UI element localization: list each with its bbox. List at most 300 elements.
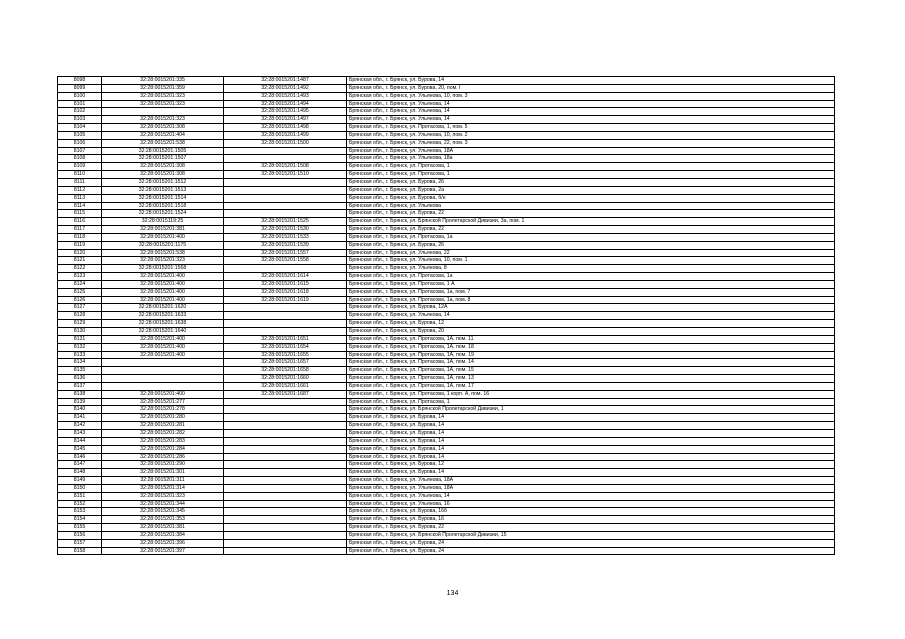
row-number-cell: 8149 [58,477,102,485]
table-row [58,304,835,312]
address-cell: Брянская обл., г. Брянск, ул. Бурова, б/н [347,194,835,202]
address-cell: Брянская обл., г. Брянск, ул. Протасова, 1А, пом. 17 [347,382,835,390]
row-number-cell: 8122 [58,265,102,273]
table-row [58,249,835,257]
parcel-cadastral-number-cell: 32:28:0015201:400 [102,343,224,351]
address-cell: Брянская обл., г. Брянск, ул. Ульянова, 22 [347,249,835,257]
object-cadastral-number-cell [224,155,347,163]
address-cell: Брянская обл., г. Брянск, ул. Протасова, 1 [347,163,835,171]
table-row [58,445,835,453]
parcel-cadastral-number-cell: 32:28:0015201:282 [102,429,224,437]
object-cadastral-number-cell [224,547,347,555]
row-number-cell: 8134 [58,359,102,367]
row-number-cell: 8146 [58,453,102,461]
row-number-cell: 8124 [58,280,102,288]
table-row [58,178,835,186]
table-row [58,492,835,500]
object-cadastral-number-cell: 32:28:0015201:1655 [224,351,347,359]
parcel-cadastral-number-cell: 32:28:0015201:400 [102,296,224,304]
parcel-cadastral-number-cell: 32:28:0015201:1633 [102,312,224,320]
address-cell: Брянская обл., г. Брянск, ул. Бурова, 22 [347,210,835,218]
object-cadastral-number-cell [224,531,347,539]
row-number-cell: 8100 [58,92,102,100]
table-row [58,469,835,477]
table-row [58,171,835,179]
address-cell: Брянская обл., г. Брянск, ул. Протасова, 1, пом. 5 [347,124,835,132]
table-row [58,273,835,281]
address-cell: Брянская обл., г. Брянск, ул. Ульянова, 18А [347,147,835,155]
address-cell: Брянская обл., г. Брянск, ул. Брянской Пролетарской Дивизии, 15 [347,531,835,539]
object-cadastral-number-cell: 32:28:0015201:1557 [224,249,347,257]
parcel-cadastral-number-cell: 32:28:0015201:1620 [102,304,224,312]
table-row [58,547,835,555]
row-number-cell: 8123 [58,273,102,281]
object-cadastral-number-cell: 32:28:0015201:1492 [224,84,347,92]
address-cell: Брянская обл., г. Брянск, ул. Ульянова, 22, пом. 3 [347,139,835,147]
row-number-cell: 8104 [58,124,102,132]
table-row [58,116,835,124]
parcel-cadastral-number-cell: 32:28:0015201:400 [102,288,224,296]
row-number-cell: 8157 [58,539,102,547]
object-cadastral-number-cell: 32:28:0015201:1494 [224,100,347,108]
table-row [58,328,835,336]
table-row [58,500,835,508]
table-row [58,531,835,539]
object-cadastral-number-cell: 32:28:0015201:1493 [224,92,347,100]
object-cadastral-number-cell [224,186,347,194]
object-cadastral-number-cell [224,265,347,273]
address-cell: Брянская обл., г. Брянск, ул. Бурова, 14 [347,429,835,437]
parcel-cadastral-number-cell: 32:28:0015201:323 [102,92,224,100]
address-cell: Брянская обл., г. Брянск, ул. Ульянова, 10, пом. 3 [347,92,835,100]
address-cell: Брянская обл., г. Брянск, ул. Бурова, 22 [347,226,835,234]
row-number-cell: 8156 [58,531,102,539]
row-number-cell: 8137 [58,382,102,390]
object-cadastral-number-cell: 32:28:0015201:1651 [224,335,347,343]
row-number-cell: 8121 [58,257,102,265]
address-cell: Брянская обл., г. Брянск, ул. Ульянова, 14 [347,312,835,320]
table-row [58,124,835,132]
address-cell: Брянская обл., г. Брянск, ул. Ульянова, 18а [347,155,835,163]
table-row [58,422,835,430]
address-cell: Брянская обл., г. Брянск, ул. Бурова, 26 [347,178,835,186]
row-number-cell: 8118 [58,233,102,241]
address-cell: Брянская обл., г. Брянск, ул. Бурова, 12 [347,461,835,469]
address-cell: Брянская обл., г. Брянск, ул. Протасова, 1А, пом. 15 [347,367,835,375]
object-cadastral-number-cell [224,516,347,524]
row-number-cell: 8120 [58,249,102,257]
table-row [58,524,835,532]
object-cadastral-number-cell [224,445,347,453]
address-cell: Брянская обл., г. Брянск, ул. Брянской Пролетарской Дивизии, 3а, пом. 1 [347,218,835,226]
row-number-cell: 8145 [58,445,102,453]
parcel-cadastral-number-cell: 32:28:0015201:284 [102,445,224,453]
table-row [58,398,835,406]
parcel-cadastral-number-cell: 32:28:0015201:1514 [102,194,224,202]
parcel-cadastral-number-cell: 32:28:0015201:311 [102,477,224,485]
object-cadastral-number-cell: 32:28:0015201:1533 [224,233,347,241]
table-row [58,296,835,304]
row-number-cell: 8150 [58,484,102,492]
row-number-cell: 8151 [58,492,102,500]
object-cadastral-number-cell: 32:28:0015201:1660 [224,375,347,383]
table-row [58,108,835,116]
address-cell: Брянская обл., г. Брянск, ул. Протасова, 1 А [347,280,835,288]
address-cell: Брянская обл., г. Брянск, ул. Протасова, 1а, пом. 8 [347,296,835,304]
object-cadastral-number-cell: 32:28:0015201:1530 [224,226,347,234]
row-number-cell: 8148 [58,469,102,477]
parcel-cadastral-number-cell: 32:28:0015201:277 [102,398,224,406]
parcel-cadastral-number-cell: 32:28:0015201:323 [102,492,224,500]
address-cell: Брянская обл., г. Брянск, ул. Бурова, 12 [347,320,835,328]
row-number-cell: 8106 [58,139,102,147]
object-cadastral-number-cell: 32:28:0015201:1615 [224,280,347,288]
parcel-cadastral-number-cell: 32:28:0015201:1568 [102,265,224,273]
row-number-cell: 8102 [58,108,102,116]
object-cadastral-number-cell: 32:28:0015201:1498 [224,124,347,132]
address-cell: Брянская обл., г. Брянск, ул. Протасова, 1 [347,398,835,406]
table-row [58,375,835,383]
object-cadastral-number-cell: 32:28:0015201:1508 [224,163,347,171]
address-cell: Брянская обл., г. Брянск, ул. Брянской Пролетарской Дивизии, 1 [347,406,835,414]
object-cadastral-number-cell [224,429,347,437]
parcel-cadastral-number-cell: 32:28:0015201:308 [102,124,224,132]
parcel-cadastral-number-cell: 32:28:0015201:400 [102,351,224,359]
table-row [58,390,835,398]
row-number-cell: 8132 [58,343,102,351]
parcel-cadastral-number-cell: 32:28:0015201:1505 [102,147,224,155]
table-row [58,100,835,108]
address-cell: Брянская обл., г. Брянск, ул. Ульянова, 16 [347,500,835,508]
address-cell: Брянская обл., г. Брянск, ул. Протасова, 1 корп. А, пом. 16 [347,390,835,398]
row-number-cell: 8140 [58,406,102,414]
parcel-cadastral-number-cell: 32:28:0015201:1175 [102,241,224,249]
address-cell: Брянская обл., г. Брянск, ул. Протасова, 1а [347,233,835,241]
address-cell: Брянская обл., г. Брянск, ул. Протасова, 1А, пом. 18 [347,343,835,351]
table-row [58,516,835,524]
address-cell: Брянская обл., г. Брянск, ул. Ульянова, 14 [347,492,835,500]
table-row [58,280,835,288]
row-number-cell: 8147 [58,461,102,469]
object-cadastral-number-cell [224,453,347,461]
address-cell: Брянская обл., г. Брянск, ул. Ульянова, 14 [347,116,835,124]
row-number-cell: 8125 [58,288,102,296]
parcel-cadastral-number-cell: 32:28:0015201:283 [102,437,224,445]
address-cell: Брянская обл., г. Брянск, ул. Протасова, 1А, пом. 11 [347,335,835,343]
table-body [58,77,835,555]
parcel-cadastral-number-cell: 32:28:0015201:1640 [102,328,224,336]
address-cell: Брянская обл., г. Брянск, ул. Бурова, 24 [347,539,835,547]
table-row [58,186,835,194]
object-cadastral-number-cell: 32:28:0015201:1497 [224,116,347,124]
table-row [58,226,835,234]
object-cadastral-number-cell: 32:28:0015201:1499 [224,131,347,139]
row-number-cell: 8098 [58,77,102,85]
address-cell: Брянская обл., г. Брянск, ул. Бурова, 16 [347,516,835,524]
object-cadastral-number-cell [224,461,347,469]
row-number-cell: 8115 [58,210,102,218]
object-cadastral-number-cell [224,406,347,414]
parcel-cadastral-number-cell: 32:28:0015201:290 [102,461,224,469]
row-number-cell: 8126 [58,296,102,304]
table-row [58,484,835,492]
object-cadastral-number-cell: 32:28:0015201:1658 [224,367,347,375]
address-cell: Брянская обл., г. Брянск, ул. Бурова, 14 [347,469,835,477]
parcel-cadastral-number-cell [102,382,224,390]
table-row [58,210,835,218]
table-row [58,539,835,547]
object-cadastral-number-cell [224,398,347,406]
object-cadastral-number-cell [224,304,347,312]
table-row [58,194,835,202]
table-row [58,77,835,85]
parcel-cadastral-number-cell: 32:28:0015201:404 [102,131,224,139]
row-number-cell: 8129 [58,320,102,328]
table-row [58,453,835,461]
table-row [58,359,835,367]
row-number-cell: 8105 [58,131,102,139]
object-cadastral-number-cell: 32:28:0015201:1619 [224,296,347,304]
address-cell: Брянская обл., г. Брянск, ул. Бурова, 14 [347,445,835,453]
table-row [58,241,835,249]
row-number-cell: 8103 [58,116,102,124]
table-row [58,147,835,155]
object-cadastral-number-cell: 32:28:0015201:1539 [224,241,347,249]
parcel-cadastral-number-cell [102,375,224,383]
address-cell: Брянская обл., г. Брянск, ул. Бурова, 14 [347,437,835,445]
parcel-cadastral-number-cell [102,367,224,375]
object-cadastral-number-cell: 32:28:0015201:1487 [224,77,347,85]
row-number-cell: 8133 [58,351,102,359]
object-cadastral-number-cell [224,508,347,516]
address-cell: Брянская обл., г. Брянск, ул. Бурова, 16б [347,508,835,516]
object-cadastral-number-cell [224,422,347,430]
object-cadastral-number-cell: 32:28:0015201:1657 [224,359,347,367]
object-cadastral-number-cell [224,469,347,477]
address-cell: Брянская обл., г. Брянск, ул. Бурова, 26 [347,241,835,249]
parcel-cadastral-number-cell: 32:28:0015201:281 [102,422,224,430]
parcel-cadastral-number-cell: 32:28:0015201:308 [102,171,224,179]
row-number-cell: 8152 [58,500,102,508]
table-row [58,155,835,163]
row-number-cell: 8154 [58,516,102,524]
row-number-cell: 8139 [58,398,102,406]
row-number-cell: 8101 [58,100,102,108]
parcel-cadastral-number-cell: 32:28:0015201:345 [102,508,224,516]
table-row [58,508,835,516]
parcel-cadastral-number-cell: 32:28:0015201:538 [102,139,224,147]
object-cadastral-number-cell [224,539,347,547]
object-cadastral-number-cell: 32:28:0015201:1661 [224,382,347,390]
object-cadastral-number-cell [224,320,347,328]
address-cell: Брянская обл., г. Брянск, ул. Ульянова, 14 [347,100,835,108]
row-number-cell: 8155 [58,524,102,532]
row-number-cell: 8142 [58,422,102,430]
address-cell: Брянская обл., г. Брянск, ул. Ульянова [347,202,835,210]
object-cadastral-number-cell: 32:28:0015201:1654 [224,343,347,351]
row-number-cell: 8153 [58,508,102,516]
object-cadastral-number-cell [224,210,347,218]
row-number-cell: 8136 [58,375,102,383]
object-cadastral-number-cell [224,484,347,492]
row-number-cell: 8117 [58,226,102,234]
table-row [58,351,835,359]
parcel-cadastral-number-cell: 32:28:0015201:278 [102,406,224,414]
object-cadastral-number-cell [224,492,347,500]
parcel-cadastral-number-cell: 32:28:0015201:1524 [102,210,224,218]
address-cell: Брянская обл., г. Брянск, ул. Бурова, 14 [347,77,835,85]
parcel-cadastral-number-cell: 32:28:0015201:381 [102,524,224,532]
row-number-cell: 8135 [58,367,102,375]
row-number-cell: 8158 [58,547,102,555]
row-number-cell: 8130 [58,328,102,336]
table-row [58,343,835,351]
address-cell: Брянская обл., г. Брянск, ул. Ульянова, 18А [347,477,835,485]
parcel-cadastral-number-cell: 32:28:0015201:1518 [102,202,224,210]
parcel-cadastral-number-cell: 32:28:0015201:301 [102,469,224,477]
address-cell: Брянская обл., г. Брянск, ул. Ульянова, 14 [347,108,835,116]
object-cadastral-number-cell: 32:28:0015201:1525 [224,218,347,226]
row-number-cell: 8144 [58,437,102,445]
table-row [58,437,835,445]
address-cell: Брянская обл., г. Брянск, ул. Бурова, 14 [347,422,835,430]
address-cell: Брянская обл., г. Брянск, ул. Протасова, 1А, пом. 14 [347,359,835,367]
object-cadastral-number-cell: 32:28:0015201:1687 [224,390,347,398]
parcel-cadastral-number-cell: 32:28:0015201:323 [102,116,224,124]
parcel-cadastral-number-cell: 32:28:0015201:400 [102,273,224,281]
table-row [58,320,835,328]
table-row [58,367,835,375]
parcel-cadastral-number-cell: 32:28:0015201:1638 [102,320,224,328]
object-cadastral-number-cell: 32:28:0015201:1618 [224,288,347,296]
row-number-cell: 8127 [58,304,102,312]
address-cell: Брянская обл., г. Брянск, ул. Ульянова, 10, пом. 2 [347,131,835,139]
parcel-cadastral-number-cell [102,108,224,116]
table-row [58,288,835,296]
parcel-cadastral-number-cell: 32:28:0015201:400 [102,233,224,241]
parcel-cadastral-number-cell: 32:28:0015201:400 [102,335,224,343]
parcel-cadastral-number-cell: 32:28:0015201:314 [102,484,224,492]
parcel-cadastral-number-cell: 32:28:0015201:323 [102,100,224,108]
row-number-cell: 8099 [58,84,102,92]
row-number-cell: 8109 [58,163,102,171]
address-cell: Брянская обл., г. Брянск, ул. Бурова, 2а [347,186,835,194]
object-cadastral-number-cell [224,500,347,508]
object-cadastral-number-cell [224,147,347,155]
address-cell: Брянская обл., г. Брянск, ул. Протасова, 1а [347,273,835,281]
parcel-cadastral-number-cell: 32:28:0015201:344 [102,500,224,508]
object-cadastral-number-cell [224,437,347,445]
parcel-cadastral-number-cell: 32:28:0015201:359 [102,84,224,92]
parcel-cadastral-number-cell: 32:28:0015201:400 [102,390,224,398]
table-row [58,429,835,437]
row-number-cell: 8128 [58,312,102,320]
object-cadastral-number-cell: 32:28:0015201:1510 [224,171,347,179]
address-cell: Брянская обл., г. Брянск, ул. Бурова, 20, пом. I [347,84,835,92]
table-row [58,461,835,469]
object-cadastral-number-cell [224,312,347,320]
row-number-cell: 8110 [58,171,102,179]
table-row [58,477,835,485]
row-number-cell: 8114 [58,202,102,210]
row-number-cell: 8108 [58,155,102,163]
address-cell: Брянская обл., г. Брянск, ул. Бурова, 20 [347,328,835,336]
table-row [58,312,835,320]
parcel-cadastral-number-cell: 32:28:0015201:308 [102,163,224,171]
table-row [58,202,835,210]
parcel-cadastral-number-cell: 32:28:0015201:397 [102,547,224,555]
table-row [58,414,835,422]
object-cadastral-number-cell: 32:28:0015201:1500 [224,139,347,147]
parcel-cadastral-number-cell: 32:28:0015119:25 [102,218,224,226]
address-cell: Брянская обл., г. Брянск, ул. Бурова, 24 [347,547,835,555]
row-number-cell: 8116 [58,218,102,226]
parcel-cadastral-number-cell [102,359,224,367]
table-row [58,335,835,343]
table-row [58,257,835,265]
address-cell: Брянская обл., г. Брянск, ул. Бурова, 14 [347,414,835,422]
address-cell: Брянская обл., г. Брянск, ул. Ульянова, 18А [347,484,835,492]
row-number-cell: 8131 [58,335,102,343]
address-cell: Брянская обл., г. Брянск, ул. Бурова, 12А [347,304,835,312]
row-number-cell: 8111 [58,178,102,186]
parcel-cadastral-number-cell: 32:28:0015201:396 [102,539,224,547]
parcel-cadastral-number-cell: 32:28:0015201:381 [102,226,224,234]
parcel-cadastral-number-cell: 32:28:0015201:1513 [102,186,224,194]
object-cadastral-number-cell [224,194,347,202]
table-row [58,218,835,226]
object-cadastral-number-cell [224,524,347,532]
parcel-cadastral-number-cell: 32:28:0015201:1512 [102,178,224,186]
parcel-cadastral-number-cell: 32:28:0015201:335 [102,77,224,85]
table-row [58,163,835,171]
address-cell: Брянская обл., г. Брянск, ул. Ульянова, 8 [347,265,835,273]
row-number-cell: 8112 [58,186,102,194]
object-cadastral-number-cell [224,178,347,186]
object-cadastral-number-cell: 32:28:0015201:1614 [224,273,347,281]
object-cadastral-number-cell: 32:28:0015201:1558 [224,257,347,265]
object-cadastral-number-cell [224,202,347,210]
table-row [58,139,835,147]
parcel-cadastral-number-cell: 32:28:0015201:538 [102,249,224,257]
parcel-cadastral-number-cell: 32:28:0015201:400 [102,280,224,288]
address-cell: Брянская обл., г. Брянск, ул. Бурова, 22 [347,524,835,532]
parcel-cadastral-number-cell: 32:28:0015201:280 [102,414,224,422]
parcel-cadastral-number-cell: 32:28:0015201:353 [102,516,224,524]
row-number-cell: 8107 [58,147,102,155]
object-cadastral-number-cell [224,328,347,336]
table-row [58,382,835,390]
object-cadastral-number-cell [224,477,347,485]
table-row [58,92,835,100]
row-number-cell: 8119 [58,241,102,249]
address-cell: Брянская обл., г. Брянск, ул. Протасова, 1а, пом. 7 [347,288,835,296]
address-cell: Брянская обл., г. Брянск, ул. Протасова, 1А, пом. 13 [347,375,835,383]
object-cadastral-number-cell [224,414,347,422]
parcel-cadastral-number-cell: 32:28:0015201:323 [102,257,224,265]
parcel-cadastral-number-cell: 32:28:0015201:384 [102,531,224,539]
row-number-cell: 8138 [58,390,102,398]
table-row [58,233,835,241]
table-row [58,406,835,414]
row-number-cell: 8141 [58,414,102,422]
parcel-cadastral-number-cell: 32:28:0015201:1507 [102,155,224,163]
row-number-cell: 8113 [58,194,102,202]
row-number-cell: 8143 [58,429,102,437]
object-cadastral-number-cell: 32:28:0015201:1495 [224,108,347,116]
parcel-cadastral-number-cell: 32:28:0015201:286 [102,453,224,461]
address-cell: Брянская обл., г. Брянск, ул. Бурова, 14 [347,453,835,461]
